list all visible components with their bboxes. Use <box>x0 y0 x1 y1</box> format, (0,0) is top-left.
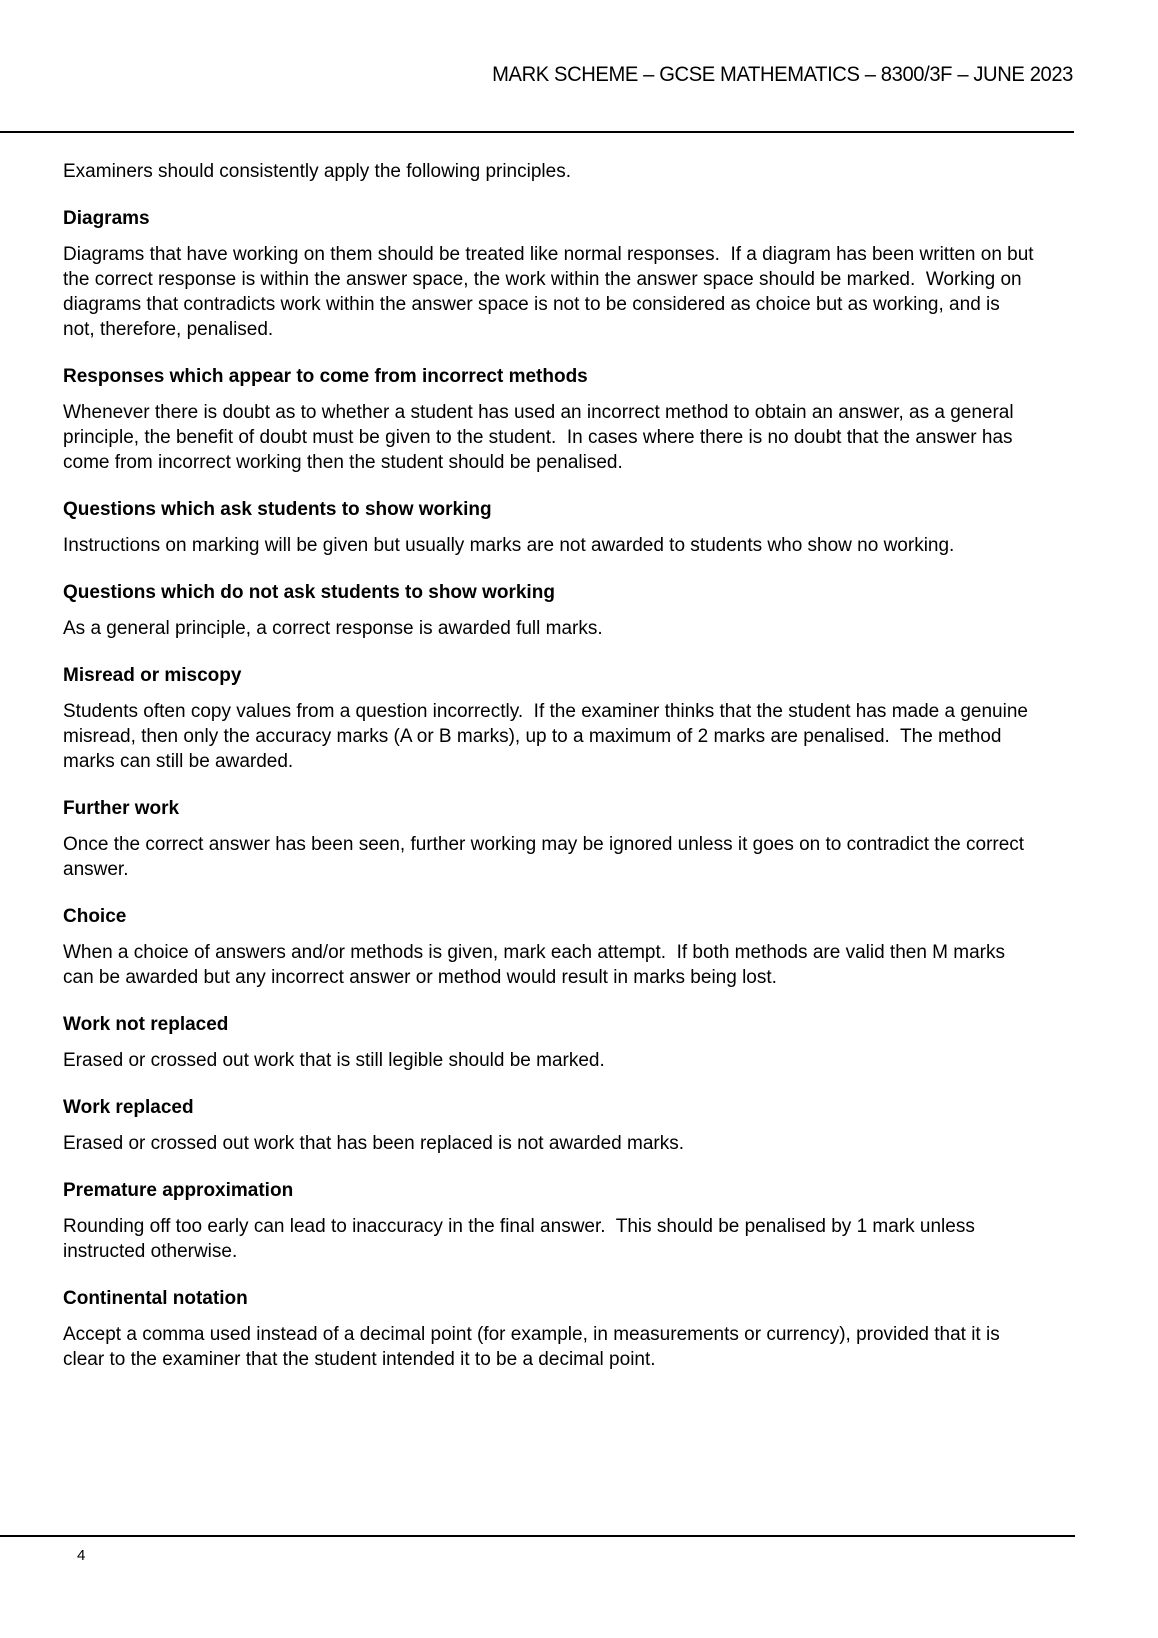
section-heading: Diagrams <box>63 208 150 229</box>
page-content <box>63 159 1039 1372</box>
section-heading: Continental notation <box>63 1288 248 1309</box>
section-body: Erased or crossed out work that is still legible should be marked. <box>63 1050 605 1071</box>
footer-rule <box>0 1535 1075 1537</box>
section-questions-do-not-ask-show-working <box>63 580 1036 641</box>
section-heading: Choice <box>63 906 127 927</box>
section-heading: Work replaced <box>63 1097 194 1118</box>
section-body: Accept a comma used instead of a decimal point (for example, in measurements or currency), provided that it is clear to the examiner that the student intended it to be a decimal point. <box>63 1324 1005 1370</box>
page-header-title: MARK SCHEME – GCSE MATHEMATICS – 8300/3F – JUNE 2023 <box>492 63 1073 86</box>
section-body: Erased or crossed out work that has been replaced is not awarded marks. <box>63 1133 684 1154</box>
section-heading: Responses which appear to come from incorrect methods <box>63 366 588 387</box>
section-heading: Work not replaced <box>63 1014 229 1035</box>
section-body: As a general principle, a correct response is awarded full marks. <box>63 618 603 639</box>
section-body: Diagrams that have working on them should be treated like normal responses. If a diagram has been written on but the correct response is within the answer space, the work within the answer space should be marked. Working on diagrams that contradicts work within the answer space is not to be considered as choice but as working, and is not, therefore, penalised. <box>63 244 1039 340</box>
section-further-work <box>63 796 1036 882</box>
section-body: Once the correct answer has been seen, further working may be ignored unless it goes on to contradict the correct answer. <box>63 834 1030 880</box>
section-choice <box>63 904 1036 990</box>
header-rule <box>0 131 1074 133</box>
section-responses-incorrect-methods <box>63 364 1036 475</box>
section-diagrams <box>63 206 1039 342</box>
section-body: Rounding off too early can lead to inaccuracy in the final answer. This should be penalised by 1 mark unless instructed otherwise. <box>63 1216 981 1262</box>
section-heading: Premature approximation <box>63 1180 294 1201</box>
section-body: Students often copy values from a question incorrectly. If the examiner thinks that the student has made a genuine misread, then only the accuracy marks (A or B marks), up to a maximum of 2 marks are penalised. The method marks can still be awarded. <box>63 701 1034 772</box>
section-heading: Misread or miscopy <box>63 665 242 686</box>
page-number: 4 <box>77 1547 86 1564</box>
section-body: When a choice of answers and/or methods is given, mark each attempt. If both methods are valid then M marks can be awarded but any incorrect answer or method would result in marks being lost. <box>63 942 1011 988</box>
section-work-not-replaced <box>63 1012 1036 1073</box>
section-body: Instructions on marking will be given but usually marks are not awarded to students who show no working. <box>63 535 955 556</box>
section-heading: Questions which ask students to show working <box>63 499 492 520</box>
section-misread-or-miscopy <box>63 663 1036 774</box>
section-continental-notation <box>63 1286 1036 1372</box>
section-work-replaced <box>63 1095 1036 1156</box>
section-questions-ask-show-working <box>63 497 1036 558</box>
section-premature-approximation <box>63 1178 1036 1264</box>
section-heading: Questions which do not ask students to show working <box>63 582 555 603</box>
section-heading: Further work <box>63 798 180 819</box>
section-body: Whenever there is doubt as to whether a student has used an incorrect method to obtain an answer, as a general principle, the benefit of doubt must be given to the student. In cases where there is no doubt that the answer has come from incorrect working then the student should be penalised. <box>63 402 1019 473</box>
intro-text: Examiners should consistently apply the following principles. <box>63 161 571 182</box>
